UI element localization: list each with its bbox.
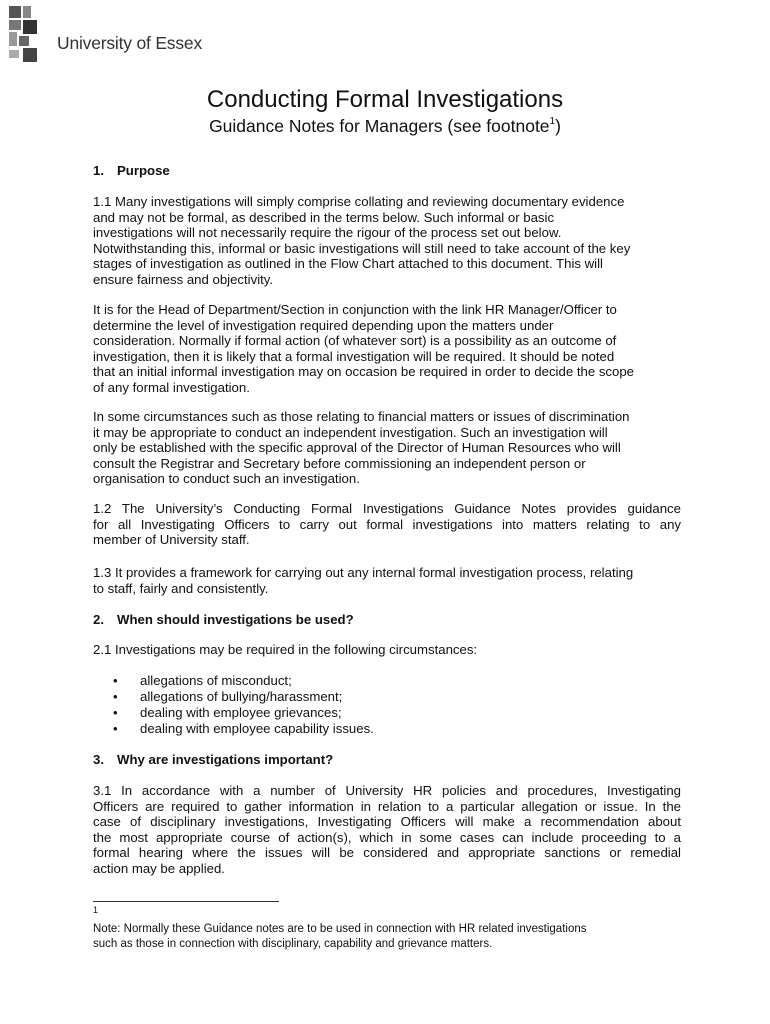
paragraph-line: member of University staff. [93,532,250,547]
paragraph-line: 1.1 Many investigations will simply comprise collating and reviewing documentary evidence [93,194,625,209]
paragraph-line: to staff, fairly and consistently. [93,580,269,596]
section-number: 1. [93,163,104,178]
section-heading-when [93,612,681,628]
section-heading-text: When should investigations be used? [117,612,354,627]
section-number: 2. [93,612,104,627]
university-logo [9,6,202,62]
paragraph-3-1 [93,783,681,876]
paragraph-line: consideration. Normally if formal action (of whatever sort) is a possibility as an outcome of [93,333,617,348]
footnote-reference: 1 [549,116,556,128]
paragraph-line: for all Investigating Officers to carry out formal investigations into matters relating to any [93,516,681,532]
paragraph-line: only be established with the specific approval of the Director of Human Resources who will [93,440,621,455]
paragraph-independent-investigation [93,409,681,487]
logo-mark-icon [9,6,49,62]
paragraph-line: case of disciplinary investigations, Investigating Officers will make a recommendation about [93,814,681,829]
section-number: 3. [93,752,104,767]
paragraph-line: ensure fairness and objectivity. [93,271,274,287]
subtitle-text: Guidance Notes for Managers (see footnote [209,116,550,136]
list-item [113,689,513,705]
section-heading-text: Why are investigations important? [117,752,334,767]
bullet-icon: • [113,673,118,688]
paragraph-line: Officers are required to gather information in relation to a particular allegation or issue. In the [93,798,681,814]
paragraph-line: it may be appropriate to conduct an independent investigation. Such an investigation will [93,424,608,440]
paragraph-1-2 [93,501,681,548]
paragraph-line: and may not be formal, as described in the terms below. Such informal or basic [93,209,555,225]
paragraph-line: Notwithstanding this, informal or basic investigations will still need to take account of the key [93,240,631,256]
section-heading-purpose [93,163,681,179]
bullet-icon: • [113,721,118,736]
paragraph-1-1 [93,194,681,287]
paragraph-line: 3.1 In accordance with a number of University HR policies and procedures, Investigating [93,783,681,798]
footnote-text [93,922,693,951]
paragraph-line: 1.3 It provides a framework for carrying out any internal formal investigation process, relating [93,565,634,580]
list-item-text: dealing with employee capability issues. [140,721,374,736]
subtitle-close: ) [555,116,561,136]
bullet-icon: • [113,705,118,720]
circumstances-list [113,673,513,737]
paragraph-line: 2.1 Investigations may be required in the following circumstances: [93,642,478,657]
document-subtitle [0,116,770,137]
paragraph-line: that an initial informal investigation may on occasion be required in order to decide the scope [93,364,635,379]
paragraph-1-3 [93,565,681,596]
logo-text: University of Essex [57,33,202,53]
paragraph-line: the most appropriate course of action(s), which in some cases can include proceeding to a [93,829,681,845]
section-heading-why [93,752,681,768]
paragraph-line: determine the level of investigation required depending upon the matters under [93,317,554,333]
footnote-line: such as those in connection with disciplinary, capability and grievance matters. [93,937,493,950]
paragraph-line: organisation to conduct such an investigation. [93,471,360,486]
paragraph-line: 1.2 The University’s Conducting Formal Investigations Guidance Notes provides guidance [93,501,681,516]
list-item [113,673,513,689]
paragraph-line: investigations will not necessarily require the rigour of the process set out below. [93,225,562,240]
list-item-text: allegations of misconduct; [140,673,292,688]
document-title: Conducting Formal Investigations [206,86,564,113]
paragraph-2-1 [93,642,681,658]
footnote-mark: 1 [93,905,99,915]
list-item-text: dealing with employee grievances; [140,705,342,720]
list-item-text: allegations of bullying/harassment; [140,689,343,704]
list-item [113,721,513,737]
paragraph-line: In some circumstances such as those relating to financial matters or issues of discrimination [93,409,630,424]
paragraph-line: It is for the Head of Department/Section in conjunction with the link HR Manager/Officer to [93,302,617,317]
paragraph-line: of any formal investigation. [93,379,250,395]
paragraph-line: stages of investigation as outlined in the Flow Chart attached to this document. This will [93,256,603,271]
paragraph-line: consult the Registrar and Secretary before commissioning an independent person or [93,455,586,471]
footnote-line: Note: Normally these Guidance notes are to be used in connection with HR related investigations [93,923,587,935]
bullet-icon: • [113,689,118,704]
paragraph-line: action may be applied. [93,860,225,876]
footnote-divider [93,901,279,902]
section-heading-text: Purpose [117,163,170,178]
list-item [113,705,513,721]
paragraph-head-of-department [93,302,681,395]
paragraph-line: investigation, then it is likely that a formal investigation will be required. It should be noted [93,348,615,364]
paragraph-line: formal hearing where the issues will be considered and appropriate sanctions or remedial [93,845,681,860]
